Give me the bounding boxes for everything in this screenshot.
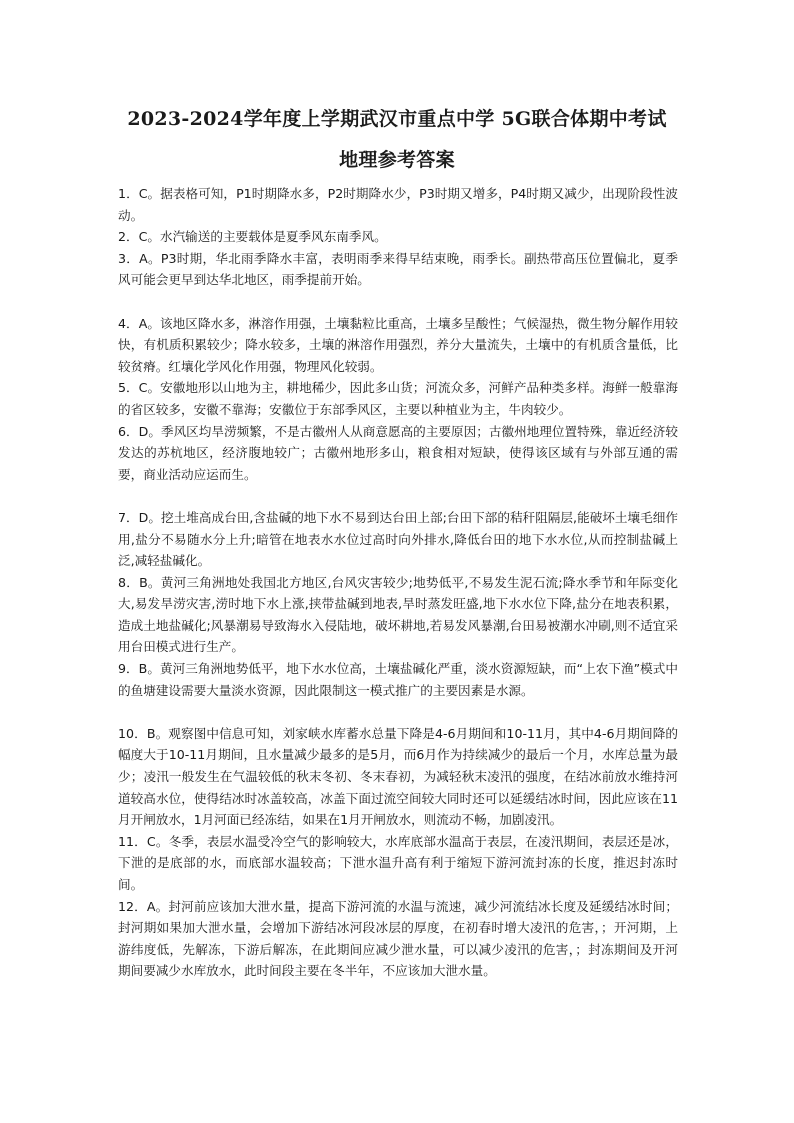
answer-12: 12．A。封河前应该加大泄水量，提高下游河流的水温与流速，减少河流结冰长度及延缓结冰时间；封河期如果加大泄水量，会增加下游结冰河段冰层的厚度，在初春时增大凌汛的危害，；开河期，上游纬度低，先解冻，下游后解冻，在此期间应减少泄水量，可以减少凌汛的危害，；封冻期间及开河期间要减少水库放水，此时间段主要在冬半年，不应该加大泄水量。	[118, 898, 678, 979]
document-subtitle: 地理参考答案	[339, 149, 455, 171]
answer-11: 11．C。冬季，表层水温受冷空气的影响较大，水库底部水温高于表层，在凌汛期间，表层还是冰，下泄的是底部的水，而底部水温较高；下泄水温升高有利于缩短下游河流封冻的长度，推迟封冻时间。	[118, 833, 678, 892]
answer-2: 2．C。水汽输送的主要载体是夏季风东南季风。	[118, 229, 387, 245]
document-title: 2023-2024学年度上学期武汉市重点中学 5G联合体期中考试	[127, 108, 667, 130]
answer-4: 4．A。该地区降水多，淋溶作用强，土壤黏粒比重高，土壤多呈酸性；气候湿热，微生物分解作用较快，有机质积累较少；降水较多，土壤的淋溶作用强烈，养分大量流失，土壤中的有机质含量低，比较贫瘠。红壤化学风化作用强，物理风化较弱。	[118, 315, 678, 374]
answer-list	[118, 183, 678, 982]
answer-10: 10．B。观察图中信息可知，刘家峡水库蓄水总量下降是4-6月期间和10-11月，其中4-6月期间降的幅度大于10-11月期间，且水量减少最多的是5月，而6月作为持续减少的最后一个月，水库总量为最少；凌汛一般发生在气温较低的秋末冬初、冬末春初，为减轻秋末凌汛的强度，在结冰前放水维持河道较高水位，使得结冰时冰盖较高，冰盖下面过流空间较大同时还可以延缓结冰时间，因此应该在11月开闸放水，1月河面已经冻结，如果在1月开闸放水，则流动不畅，加剧凌汛。	[118, 725, 678, 828]
answer-3: 3．A。P3时期，华北雨季降水丰富，表明雨季来得早结束晚，雨季长。副热带高压位置偏北，夏季风可能会更早到达华北地区，雨季提前开始。	[118, 250, 678, 288]
answer-5: 5．C。安徽地形以山地为主，耕地稀少，因此多山货；河流众多，河鲜产品种类多样。海鲜一般靠海的省区较多，安徽不靠海；安徽位于东部季风区，主要以种植业为主，牛肉较少。	[118, 380, 678, 417]
answer-1: 1．C。据表格可知，P1时期降水多，P2时期降水少，P3时期又增多，P4时期又减少，出现阶段性波动。	[118, 186, 678, 223]
answer-6: 6．D。季风区均旱涝频繁，不是古徽州人从商意愿高的主要原因；古徽州地理位置特殊，靠近经济较发达的苏杭地区，经济腹地较广；古徽州地形多山，粮食相对短缺，使得该区域有与外部互通的需要，商业活动应运而生。	[118, 423, 678, 482]
answer-7: 7．D。挖土堆高成台田,含盐碱的地下水不易到达台田上部;台田下部的秸秆阻隔层,能破坏土壤毛细作用,盐分不易随水分上升;暗管在地表水水位过高时向外排水,降低台田的地下水水位,从而控制盐碱上泛,减轻盐碱化。	[118, 509, 678, 569]
answer-8: 8．B。黄河三角洲地处我国北方地区,台风灾害较少;地势低平,不易发生泥石流;降水季节和年际变化大,易发旱涝灾害,涝时地下水上涨,挟带盐碱到地表,旱时蒸发旺盛,地下水水位下降,盐分在地表积累，造成土地盐碱化;风暴潮易导致海水入侵陆地，破坏耕地,若易发风暴潮,台田易被潮水冲刷,则不适宜采用台田模式进行生产。	[118, 574, 678, 655]
answer-9: 9．B。黄河三角洲地势低平，地下水水位高，土壤盐碱化严重，淡水资源短缺，而“上农下渔”模式中的鱼塘建设需要大量淡水资源，因此限制这一模式推广的主要因素是水源。	[118, 661, 678, 698]
